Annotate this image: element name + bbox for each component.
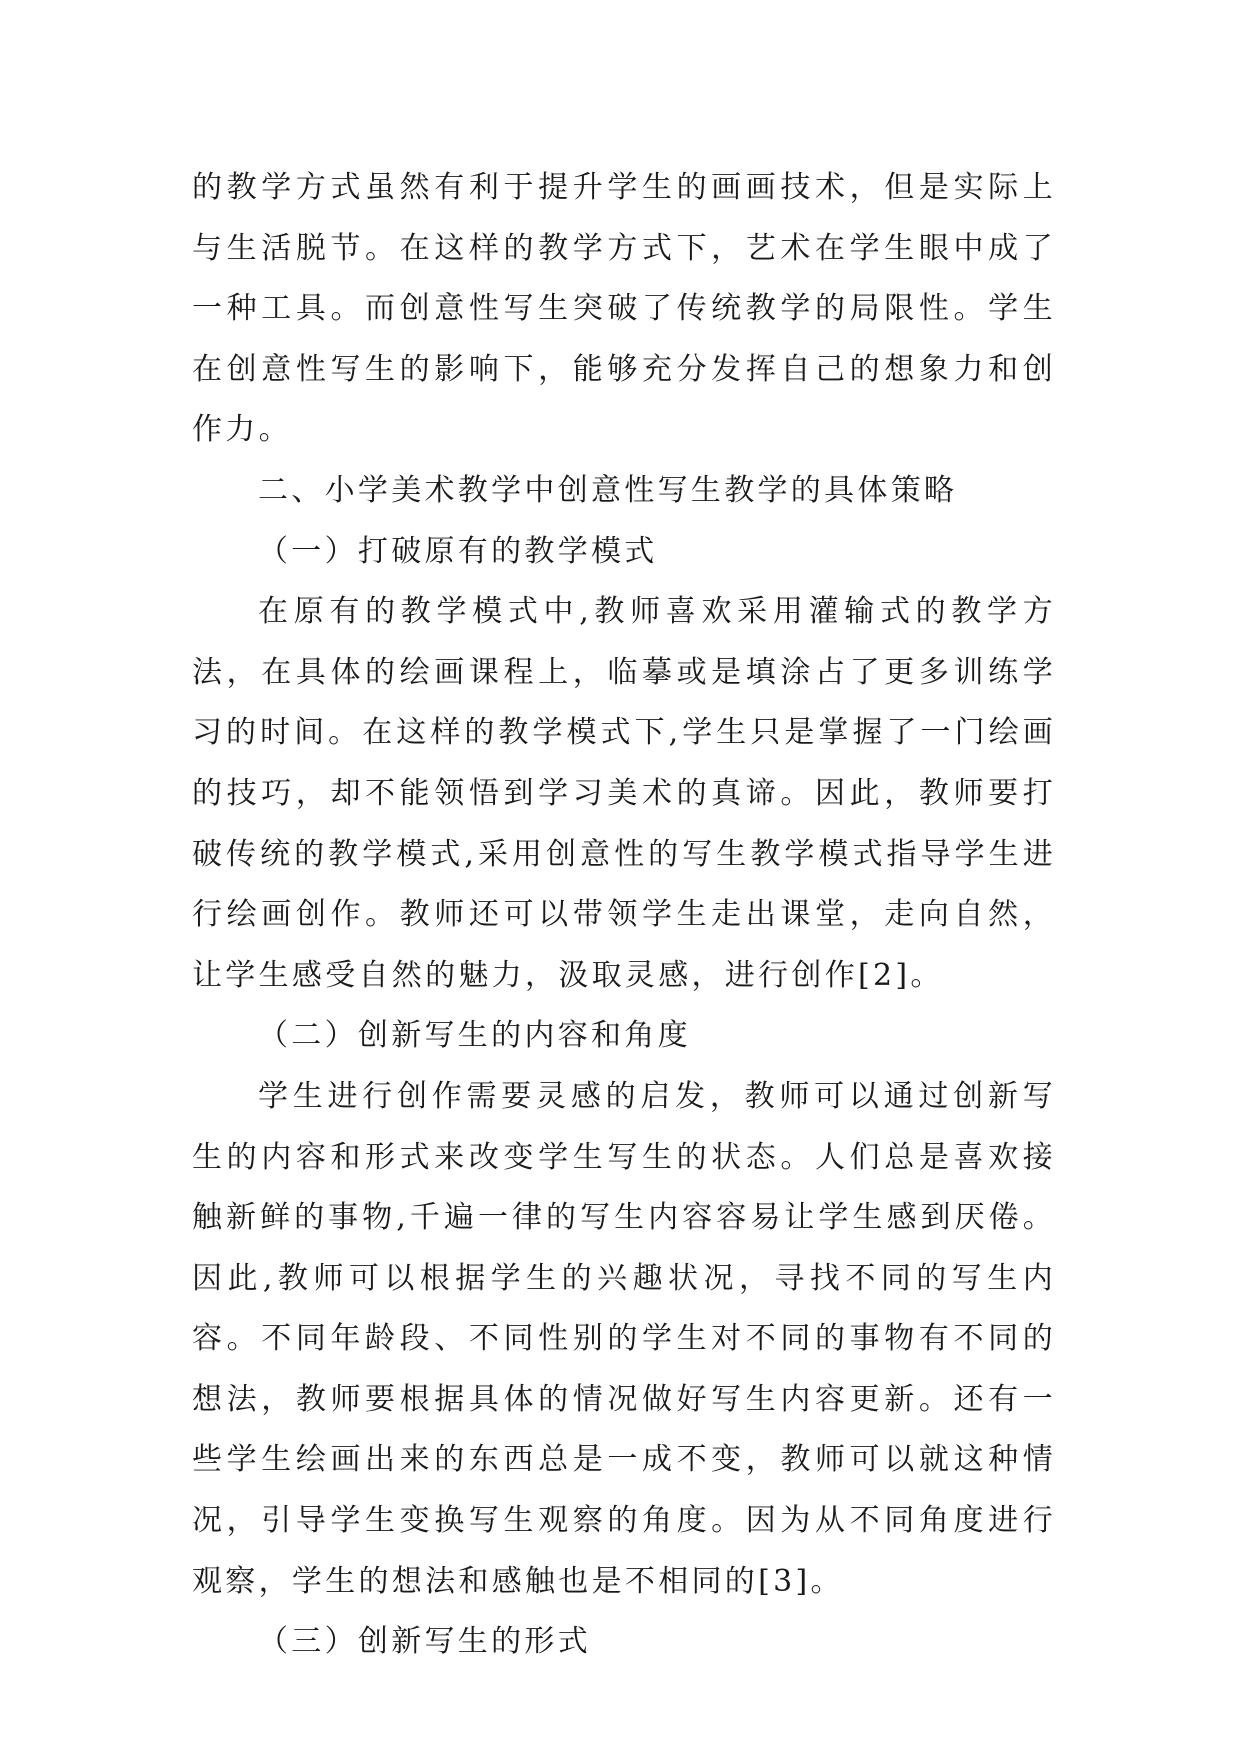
subsection-heading-1: （一）打破原有的教学模式 [258,533,658,569]
subsection-heading-2: （二）创新写生的内容和角度 [258,1018,691,1054]
section-heading: 二、小学美术教学中创意性写生教学的具体策略 [258,472,958,508]
body-paragraph-2: 学生进行创作需要灵感的启发，教师可以通过创新写生的内容和形式来改变学生写生的状态。人们总是喜欢接触新鲜的事物,千遍一律的写生内容容易让学生感到厌倦。因此,教师可以根据学生的兴趣状况，寻找不同的写生内容。不同年龄段、不同性别的学生对不同的事物有不同的想法，教师要根据具体的情况做好写生内容更新。还有一些学生绘画出来的东西总是一成不变，教师可以就这种情况，引导学生变换写生观察的角度。因为从不同角度进行观察，学生的想法和感触也是不相同的[3]。 [192,1078,1056,1599]
continuation-paragraph: 的教学方式虽然有利于提升学生的画画技术，但是实际上与生活脱节。在这样的教学方式下，艺术在学生眼中成了一种工具。而创意性写生突破了传统教学的局限性。学生在创意性写生的影响下，能够充分发挥自己的想象力和创作力。 [192,170,1056,448]
document-body [192,158,1056,1673]
subsection-heading-3: （三）创新写生的形式 [258,1624,591,1660]
body-paragraph-1: 在原有的教学模式中,教师喜欢采用灌输式的教学方法，在具体的绘画课程上，临摹或是填涂占了更多训练学习的时间。在这样的教学模式下,学生只是掌握了一门绘画的技巧，却不能领悟到学习美术的真谛。因此，教师要打破传统的教学模式,采用创意性的写生教学模式指导学生进行绘画创作。教师还可以带领学生走出课堂，走向自然，让学生感受自然的魅力，汲取灵感，进行创作[2]。 [192,594,1056,993]
